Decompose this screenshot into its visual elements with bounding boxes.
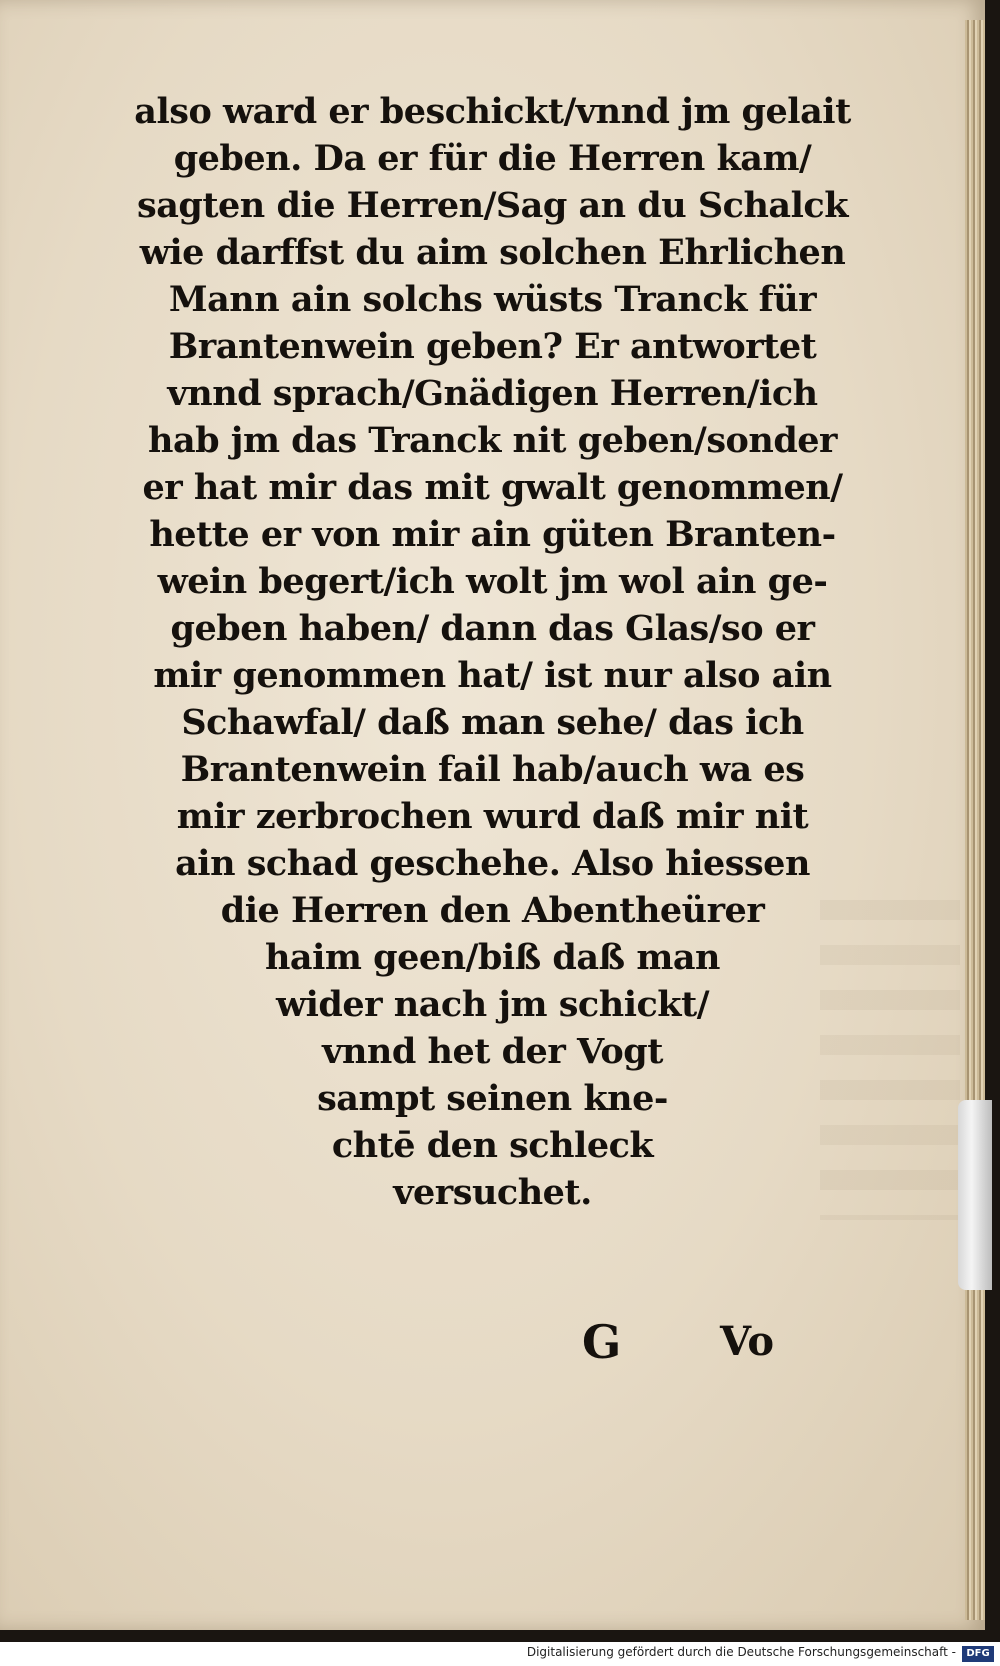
text-line: vnnd sprach/Gnädigen Herren/ich bbox=[167, 373, 818, 414]
text-line: also ward er beschickt/vnnd jm gelait bbox=[134, 91, 851, 132]
dfg-logo-icon: DFG bbox=[962, 1646, 994, 1662]
text-line: geben haben/ dann das Glas/so er bbox=[170, 608, 815, 649]
text-line: geben. Da er für die Herren kam/ bbox=[173, 138, 812, 179]
text-line: Brantenwein fail hab/auch wa es bbox=[180, 749, 805, 790]
text-line: Mann ain solchs wüsts Tranck für bbox=[168, 279, 817, 320]
text-line: mir zerbrochen wurd daß mir nit bbox=[176, 796, 809, 837]
text-line: hette er von mir ain güten Branten- bbox=[149, 514, 836, 555]
text-line: wie darffst du aim solchen Ehrlichen bbox=[139, 232, 846, 273]
text-line: mir genommen hat/ ist nur also ain bbox=[153, 655, 832, 696]
text-line: vnnd het der Vogt bbox=[322, 1031, 663, 1072]
catchword: Vo bbox=[720, 1318, 775, 1365]
footer-bar bbox=[0, 1642, 1000, 1666]
text-line: sagten die Herren/Sag an du Schalck bbox=[137, 185, 848, 226]
text-line: versuchet. bbox=[393, 1172, 592, 1213]
text-line: sampt seinen kne- bbox=[317, 1078, 668, 1119]
text-line: er hat mir das mit gwalt genommen/ bbox=[142, 467, 843, 508]
footer-credit: Digitalisierung gefördert durch die Deutsche Forschungsgemeinschaft - bbox=[526, 1645, 956, 1659]
text-line: die Herren den Abentheürer bbox=[220, 890, 765, 931]
text-line: chtē den schleck bbox=[331, 1125, 654, 1166]
text-line: wein begert/ich wolt jm wol ain ge- bbox=[157, 561, 828, 602]
text-line: wider nach jm schickt/ bbox=[275, 984, 709, 1025]
text-line: haim geen/biß daß man bbox=[264, 937, 720, 978]
text-line: hab jm das Tranck nit geben/sonder bbox=[148, 420, 837, 461]
page-tab bbox=[958, 1100, 992, 1290]
text-line: ain schad geschehe. Also hiessen bbox=[175, 843, 810, 884]
text-line: Brantenwein geben? Er antwortet bbox=[168, 326, 817, 367]
signature-mark: G bbox=[582, 1315, 622, 1369]
text-line: Schawfal/ daß man sehe/ das ich bbox=[181, 702, 804, 743]
